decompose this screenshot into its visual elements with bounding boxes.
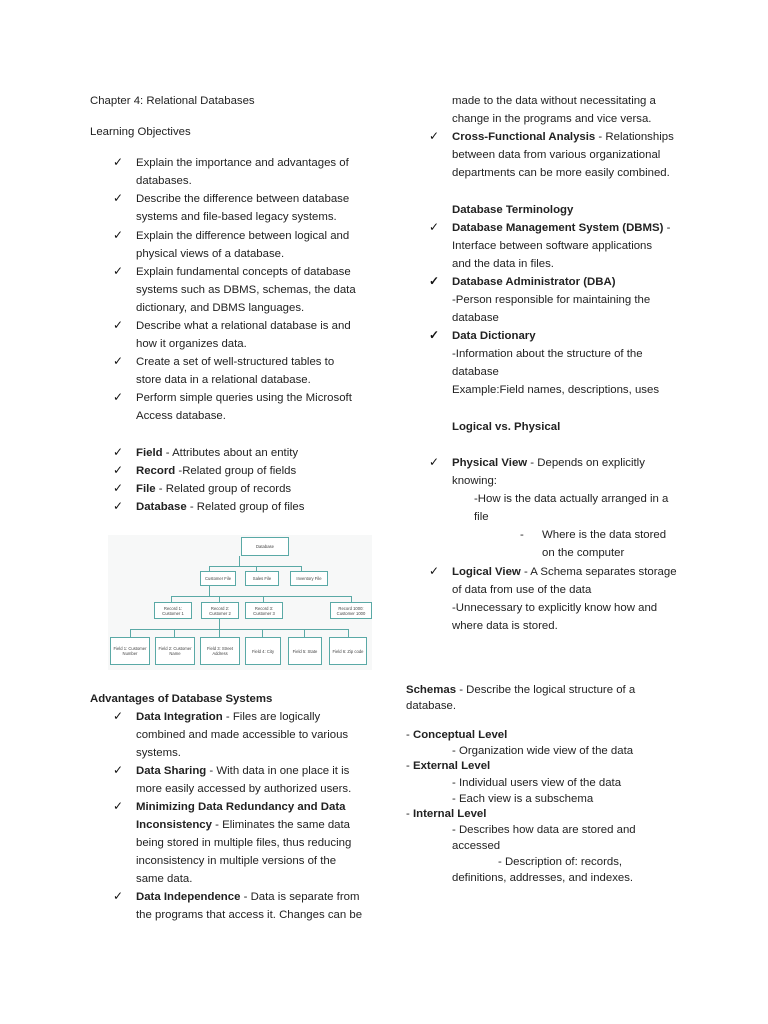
diagram-node-field: Field 2: Customer Name — [155, 637, 195, 665]
list-item: Perform simple queries using the Microsoft — [136, 392, 352, 404]
list-item: -Unnecessary to explicitly know how and — [452, 602, 658, 614]
list-item: -How is the data actually arranged in a — [474, 493, 669, 505]
diagram-node-record: Record 2: Customer 2 — [201, 602, 239, 619]
diagram-node-field: Field 4: City — [245, 637, 281, 665]
internal-desc: - Description of: records, — [498, 856, 623, 868]
diagram-node-field: Field 5: State — [288, 637, 322, 665]
check-icon: ✓ — [113, 763, 124, 777]
list-item: Explain the importance and advantages of — [136, 157, 349, 169]
check-icon: ✓ — [113, 390, 124, 404]
list-item: Describe what a relational database is and — [136, 320, 351, 332]
list-item: file — [474, 511, 489, 523]
list-item: Data Independence - Data is separate from — [136, 891, 360, 903]
list-item: physical views of a database. — [136, 248, 285, 260]
list-item: Explain the difference between logical and — [136, 230, 350, 242]
external-desc: - Individual users view of the data — [452, 777, 622, 789]
page-title: Chapter 4: Relational Databases — [90, 95, 255, 107]
list-item: Where is the data stored — [542, 529, 667, 541]
list-item: dictionary, and DBMS languages. — [136, 302, 305, 314]
diagram-node-record: Record 1000: Customer 1000 — [330, 602, 372, 619]
list-item: being stored in multiple files, thus reducing — [136, 837, 352, 849]
list-item: of data from use of the data — [452, 584, 592, 596]
list-item: Record -Related group of fields — [136, 465, 297, 477]
list-item: Inconsistency - Eliminates the same data — [136, 819, 350, 831]
check-icon: ✓ — [429, 274, 440, 288]
list-item: knowing: — [452, 475, 497, 487]
list-item: -Information about the structure of the — [452, 348, 643, 360]
list-item: where data is stored. — [452, 620, 558, 632]
list-item: same data. — [136, 873, 193, 885]
diagram-node-record: Record 3: Customer 3 — [245, 602, 283, 619]
diagram-node-field: Field 1: Customer Number — [110, 637, 150, 665]
list-item: Database Administrator (DBA) — [452, 276, 616, 288]
list-item: Create a set of well-structured tables to — [136, 356, 335, 368]
logical-physical-heading: Logical vs. Physical — [452, 421, 561, 433]
diagram-node-file: Inventory File — [290, 571, 328, 586]
list-item: File - Related group of records — [136, 483, 292, 495]
list-item: -Person responsible for maintaining the — [452, 294, 651, 306]
internal-desc: - Describes how data are stored and — [452, 824, 636, 836]
list-item: Access database. — [136, 410, 226, 422]
list-item: Explain fundamental concepts of database — [136, 266, 351, 278]
diagram-node-file: Sales File — [245, 571, 279, 586]
check-icon: ✓ — [113, 191, 124, 205]
list-item: systems and file-based legacy systems. — [136, 211, 337, 223]
database-hierarchy-diagram — [108, 535, 372, 670]
list-item: database — [452, 366, 499, 378]
check-icon: ✓ — [113, 499, 124, 513]
conceptual-desc: - Organization wide view of the data — [452, 745, 634, 757]
list-item: on the computer — [542, 547, 625, 559]
check-icon: ✓ — [113, 709, 124, 723]
external-desc: - Each view is a subschema — [452, 793, 594, 805]
external-level: - External Level — [406, 760, 491, 772]
advantages-heading: Advantages of Database Systems — [90, 693, 273, 705]
schemas-text: database. — [406, 700, 457, 712]
check-icon: ✓ — [113, 264, 124, 278]
internal-desc: accessed — [452, 840, 501, 852]
diagram-node-record: Record 1: Customer 1 — [154, 602, 192, 619]
check-icon: ✓ — [429, 564, 440, 578]
check-icon: ✓ — [113, 445, 124, 459]
list-item: the programs that access it. Changes can be — [136, 909, 363, 921]
diagram-node-field: Field 6: Zip code — [329, 637, 367, 665]
check-icon: ✓ — [429, 455, 440, 469]
list-item: Physical View - Depends on explicitly — [452, 457, 645, 469]
diagram-node-file: Customer File — [200, 571, 236, 586]
list-item: Data Integration - Files are logically — [136, 711, 321, 723]
list-item: Data Dictionary — [452, 330, 536, 342]
check-icon: ✓ — [429, 129, 440, 143]
list-item: inconsistency in multiple versions of the — [136, 855, 337, 867]
list-item: Logical View - A Schema separates storage — [452, 566, 677, 578]
internal-level: - Internal Level — [406, 808, 487, 820]
list-item: store data in a relational database. — [136, 374, 311, 386]
list-item: Minimizing Data Redundancy and Data — [136, 801, 346, 813]
continuation-text: made to the data without necessitating a — [452, 95, 656, 107]
list-item: combined and made accessible to various — [136, 729, 349, 741]
schemas-text: Schemas - Describe the logical structure of a — [406, 684, 636, 696]
diagram-node-database: Database — [241, 537, 289, 556]
internal-desc: definitions, addresses, and indexes. — [452, 872, 634, 884]
list-item: Field - Attributes about an entity — [136, 447, 299, 459]
objectives-heading: Learning Objectives — [90, 126, 191, 138]
check-icon: ✓ — [113, 155, 124, 169]
list-item: departments can be more easily combined. — [452, 167, 670, 179]
continuation-text: change in the programs and vice versa. — [452, 113, 652, 125]
list-item: systems. — [136, 747, 181, 759]
list-item: and the data in files. — [452, 258, 554, 270]
check-icon: ✓ — [113, 318, 124, 332]
list-item: more easily accessed by authorized users. — [136, 783, 352, 795]
list-item: how it organizes data. — [136, 338, 247, 350]
list-item: Interface between software applications — [452, 240, 653, 252]
list-item: database — [452, 312, 499, 324]
check-icon: ✓ — [429, 328, 440, 342]
terminology-heading: Database Terminology — [452, 204, 574, 216]
check-icon: ✓ — [113, 228, 124, 242]
check-icon: ✓ — [113, 889, 124, 903]
diagram-node-field: Field 3: Street Address — [200, 637, 240, 665]
list-item: Database Management System (DBMS) - — [452, 222, 671, 234]
check-icon: ✓ — [113, 354, 124, 368]
list-item: Example:Field names, descriptions, uses — [452, 384, 660, 396]
check-icon: ✓ — [113, 463, 124, 477]
check-icon: ✓ — [113, 799, 124, 813]
list-item: between data from various organizational — [452, 149, 661, 161]
list-item: Database - Related group of files — [136, 501, 305, 513]
list-item: Data Sharing - With data in one place it is — [136, 765, 350, 777]
list-item: databases. — [136, 175, 192, 187]
conceptual-level: - Conceptual Level — [406, 729, 508, 741]
check-icon: ✓ — [113, 481, 124, 495]
list-item: - — [520, 529, 524, 541]
list-item: Describe the difference between database — [136, 193, 350, 205]
check-icon: ✓ — [429, 220, 440, 234]
list-item: systems such as DBMS, schemas, the data — [136, 284, 356, 296]
list-item: Cross-Functional Analysis - Relationships — [452, 131, 674, 143]
